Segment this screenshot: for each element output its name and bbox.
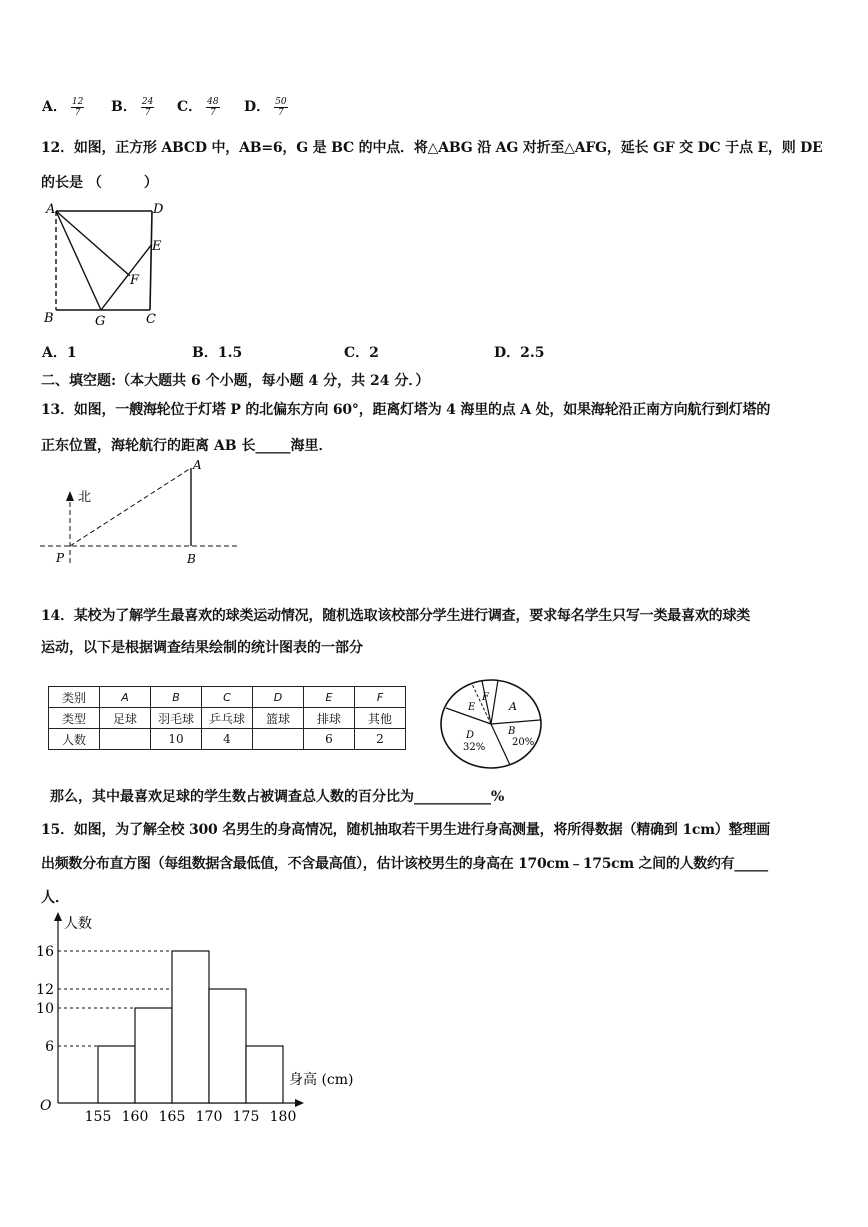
pie-label-d-pct: 32% [463,742,486,753]
x-tick-label: 160 [121,1109,149,1123]
table-cell: 乒乓球 [202,708,253,729]
table-cell: 2 [355,729,406,750]
table-cell: 4 [202,729,253,750]
q14-stem-line2: 运动，以下是根据调查结果绘制的统计图表的一部分 [41,640,363,656]
q12-option-a: A．1 [42,345,77,361]
q15-stem-line2: 出频数分布直方图（每组数据含最低值，不含最高值），估计该校男生的身高在 170cm﹣175cm 之间的人数约有_____ [41,856,768,872]
table-cell: 其他 [355,708,406,729]
table-cell: 篮球 [253,708,304,729]
x-tick-label: 155 [84,1109,112,1123]
point-c-label: C [146,312,156,327]
section-heading: 二、填空题:（本大题共 6 个小题，每小题 4 分，共 24 分．） [41,373,430,389]
x-axis-label: 身高 (cm) [289,1072,354,1088]
histogram-bar [135,1008,172,1103]
pie-label-b: B [508,726,516,737]
pie-label-b-pct: 20% [512,737,535,748]
table-cell: 足球 [100,708,151,729]
q12-option-d: D．2.5 [494,345,545,361]
table-cell: 排球 [304,708,355,729]
height-histogram [36,908,366,1123]
point-a-label: A [193,458,202,472]
table-cell: E [304,687,355,708]
q12-stem-line1: 12．如图，正方形 ABCD 中，AB=6，G 是 BC 的中点．将△ABG 沿 AG 对折至△AFG，延长 GF 交 DC 于点 E，则 DE [41,140,823,156]
point-f-label: F [130,273,140,288]
point-p-label: P [56,551,65,565]
y-tick-label: 6 [45,1039,54,1055]
point-g-label: G [95,314,106,329]
table-cell: F [355,687,406,708]
point-d-label: D [153,202,164,217]
q12-stem-line2: 的长是 （ ） [41,175,158,191]
histogram-bar [246,1046,283,1103]
table-cell: 6 [304,729,355,750]
point-b-label: B [187,552,196,566]
table-cell [100,729,151,750]
table-cell: 类型 [49,708,100,729]
histogram-bar [209,989,246,1103]
table-cell: 10 [151,729,202,750]
table-cell [253,729,304,750]
q11-option-d: D． $\frac{50}{7}$ [244,96,287,118]
x-tick-label: 175 [232,1109,260,1123]
histogram-bar [98,1046,135,1103]
q12-option-b: B．1.5 [192,345,243,361]
table-cell: 类别 [49,687,100,708]
q13-stem-line2: 正东位置，海轮航行的距离 AB 长_____海里． [41,438,333,454]
table-cell: D [253,687,304,708]
x-tick-label: 180 [269,1109,297,1123]
q14-stem-line1: 14．某校为了解学生最喜欢的球类运动情况，随机选取该校部分学生进行调查，要求每名学生只写一类最喜欢的球类 [41,608,751,624]
table-cell: A [100,687,151,708]
x-tick-label: 165 [158,1109,186,1123]
sports-table [48,686,406,750]
y-tick-label: 12 [36,982,54,998]
pie-label-f: F [482,692,489,703]
pie-label-d: D [466,730,475,741]
histogram-bar [172,951,209,1103]
table-cell: 人数 [49,729,100,750]
point-a-label: A [46,202,56,217]
pie-label-a: A [509,700,517,713]
y-axis-arrow-icon [54,912,62,921]
q14-pie-chart [436,676,548,774]
q15-stem-line3: 人． [41,890,69,906]
table-cell: B [151,687,202,708]
pie-label-e: E [468,702,476,713]
table-row [49,687,406,708]
north-label: 北 [78,490,92,505]
q11-option-a: A． $\frac{12}{7}$ [42,96,84,118]
y-axis-label: 人数 [64,916,92,932]
table-row [49,708,406,729]
north-arrow-icon [66,491,74,501]
q12-square-figure [40,198,180,330]
q11-option-c: C． $\frac{48}{7}$ [177,96,219,118]
q15-stem-line1: 15．如图，为了解全校 300 名男生的身高情况，随机抽取若干男生进行身高测量，将所得数据（精确到 1cm）整理画 [41,822,771,838]
point-e-label: E [152,239,162,254]
table-row [49,729,406,750]
origin-label: O [40,1098,52,1114]
table-cell: 羽毛球 [151,708,202,729]
y-tick-label: 16 [36,944,54,960]
x-axis-arrow-icon [295,1099,304,1107]
q13-bearing-figure [38,455,243,570]
q12-option-c: C．2 [344,345,379,361]
table-cell: C [202,687,253,708]
y-tick-label: 10 [36,1001,54,1017]
x-tick-label: 170 [195,1109,223,1123]
point-b-label: B [44,311,54,326]
q13-stem-line1: 13．如图，一艘海轮位于灯塔 P 的北偏东方向 60°，距离灯塔为 4 海里的点 A 处，如果海轮沿正南方向航行到灯塔的 [41,402,771,418]
q11-option-b: B． $\frac{24}{7}$ [111,96,154,118]
q14-answer-line: 那么，其中最喜欢足球的学生数占被调查总人数的百分比为___________% [50,789,505,805]
